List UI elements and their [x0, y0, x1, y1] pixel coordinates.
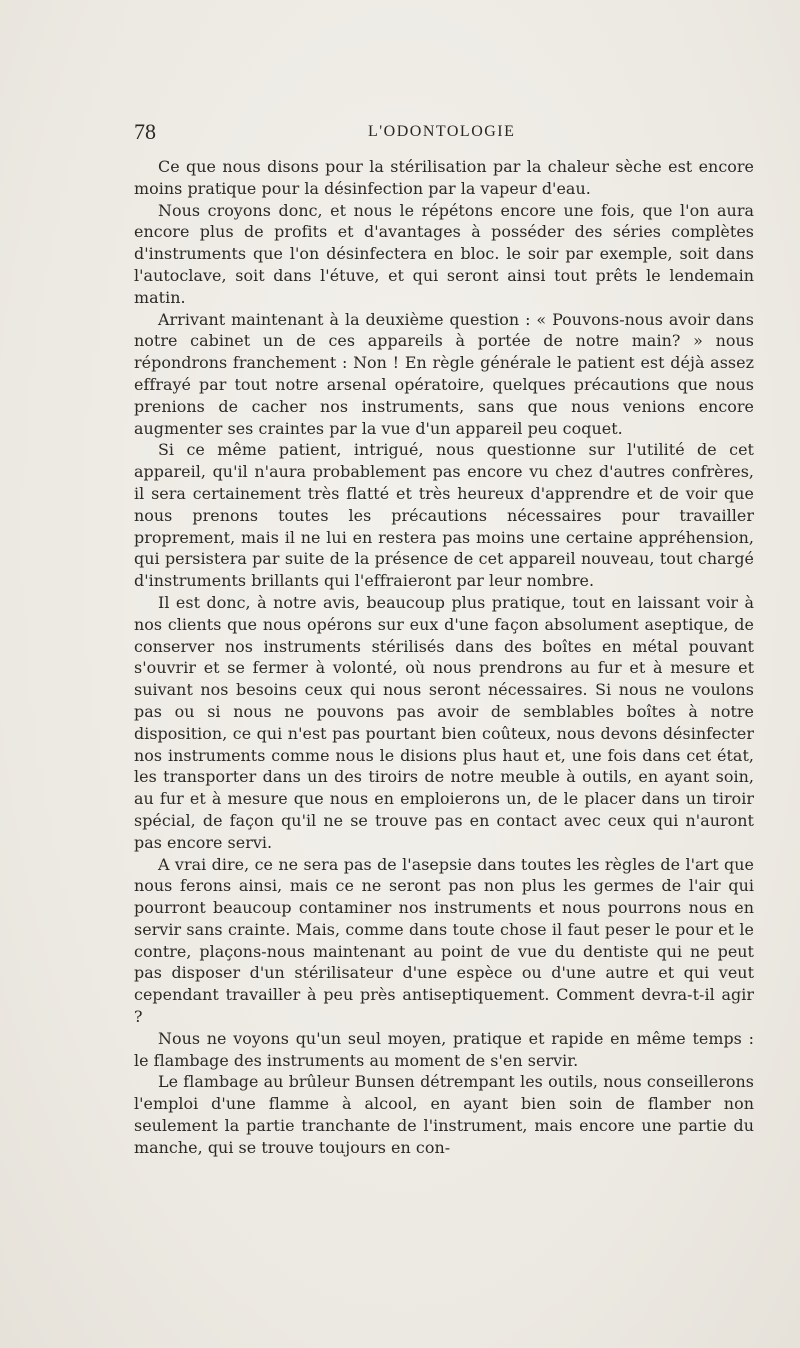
paragraph: Nous ne voyons qu'un seul moyen, pratique et rapide en même temps : le flambage des instruments au moment de s'en servir. [134, 1028, 754, 1070]
page-number: 78 [134, 119, 156, 144]
running-head [134, 119, 754, 149]
paragraph: Nous croyons donc, et nous le répétons encore une fois, que l'on aura encore plus de profits et d'avantages à posséder des séries complètes d'instruments que l'on désinfectera en bloc. le soir par exemple, soit dans l'autoclave, soit dans l'étuve, et qui seront ainsi tout prêts le lendemain matin. [134, 200, 754, 307]
journal-title: L'ODONTOLOGIE [368, 123, 516, 140]
paragraph: Si ce même patient, intrigué, nous questionne sur l'utilité de cet appareil, qu'il n'aura probablement pas encore vu chez d'autres confrères, il sera certainement très flatté et très heureux d'apprendre et de voir que nous prenons toutes les précautions nécessaires pour travailler proprement, mais il ne lui en restera pas moins une certaine appréhension, qui persistera par suite de la présence de cet appareil nouveau, tout chargé d'instruments brillants qui l'effraieront par leur nombre. [134, 440, 754, 591]
paragraph: Le flambage au brûleur Bunsen détrempant les outils, nous conseillerons l'emploi d'une flamme à alcool, en ayant bien soin de flamber non seulement la partie tranchante de l'instrument, mais encore une partie du manche, qui se trouve toujours en con- [134, 1072, 754, 1157]
paragraph: A vrai dire, ce ne sera pas de l'asepsie dans toutes les règles de l'art que nous ferons ainsi, mais ce ne seront pas non plus les germes de l'air qui pourront beaucoup contaminer nos instruments et nous pourrons nous en servir sans crainte. Mais, comme dans toute chose il faut peser le pour et le contre, plaçons-nous maintenant au point de vue du dentiste qui ne peut pas disposer d'un stérilisateur d'une espèce ou d'une autre et qui veut cependant travailler à peu près antiseptiquement. Comment devra-t-il agir ? [134, 854, 754, 1027]
paragraph: Il est donc, à notre avis, beaucoup plus pratique, tout en laissant voir à nos clients que nous opérons sur eux d'une façon absolument aseptique, de conserver nos instruments stérilisés dans des boîtes en métal pouvant s'ouvrir et se fermer à volonté, où nous prendrons au fur et à mesure et suivant nos besoins ceux qui nous seront nécessaires. Si nous ne voulons pas ou si nous ne pouvons pas avoir de semblables boîtes à notre disposition, ce qui n'est pas pourtant bien coûteux, nous devons désinfecter nos instruments comme nous le disions plus haut et, une fois dans cet état, les transporter dans un des tiroirs de notre meuble à outils, en ayant soin, au fur et à mesure que nous en emploierons un, de le placer dans un tiroir spécial, de façon qu'il ne se trouve pas en contact avec ceux qui n'auront pas encore servi. [134, 592, 754, 852]
paragraph: Arrivant maintenant à la deuxième question : « Pouvons-nous avoir dans notre cabinet un de ces appareils à portée de notre main? » nous répondrons franchement : Non ! En règle générale le patient est déjà assez effrayé par tout notre arsenal opératoire, quelques précautions que nous prenions de cacher nos instruments, sans que nous venions encore augmenter ses craintes par la vue d'un appareil peu coquet. [134, 309, 754, 438]
body-text [134, 156, 754, 1159]
paragraph: Ce que nous disons pour la stérilisation par la chaleur sèche est encore moins pratique pour la désinfection par la vapeur d'eau. [134, 157, 754, 198]
